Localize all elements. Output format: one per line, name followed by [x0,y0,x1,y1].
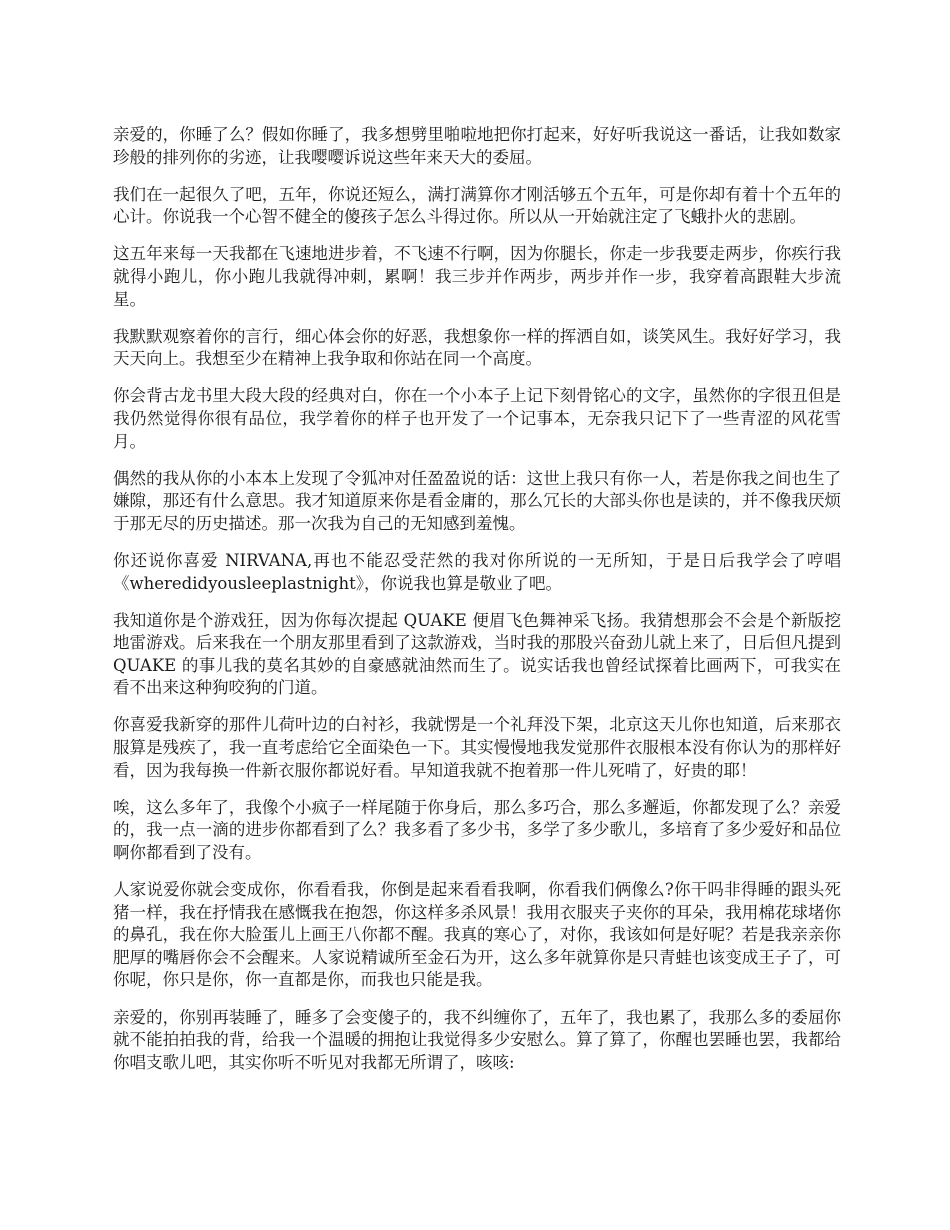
paragraph-1: 亲爱的，你睡了么？假如你睡了，我多想劈里啪啦地把你打起来，好好听我说这一番话，让我如数家珍般的排列你的劣迹，让我嘤嘤诉说这些年来天大的委屈。 [113,125,841,167]
paragraph-4: 我默默观察着你的言行，细心体会你的好恶，我想象你一样的挥洒自如，谈笑风生。我好好学习，我天天向上。我想至少在精神上我争取和你站在同一个高度。 [113,326,841,369]
paragraph-7: 你还说你喜爱 NIRVANA,再也不能忍受茫然的我对你所说的一无所知，于是日后我学会了哼唱《wheredidyousleeplastnight》，你说我也算是敬业了吧。 [113,550,841,593]
paragraph-5: 你会背古龙书里大段大段的经典对白，你在一个小本子上记下刻骨铭心的文字，虽然你的字很丑但是我仍然觉得你很有品位，我学着你的样子也开发了一个记事本，无奈我只记下了一些青涩的风花雪月。 [113,386,841,451]
paragraph-3: 这五年来每一天我都在飞速地进步着，不飞速不行啊，因为你腿长，你走一步我要走两步，你疾行我就得小跑儿，你小跑儿我就得冲刺，累啊！我三步并作两步，两步并作一步，我穿着高跟鞋大步流星。 [113,244,841,309]
paragraph-10: 唉，这么多年了，我像个小疯子一样尾随于你身后，那么多巧合，那么多邂逅，你都发现了么？亲爱的，我一点一滴的进步你都看到了么？我多看了多少书，多学了多少歌儿，多培育了多少爱好和品位啊你都看到了没有。 [113,797,841,862]
paragraph-12: 亲爱的，你别再装睡了，睡多了会变傻子的，我不纠缠你了，五年了，我也累了，我那么多的委屈你就不能拍拍我的背，给我一个温暖的拥抱让我觉得多少安慰么。算了算了，你醒也罢睡也罢，我都给你唱支歌儿吧，其实你听不听见对我都无所谓了，咳咳: [113,1007,841,1072]
paragraph-9: 你喜爱我新穿的那件儿荷叶边的白衬衫，我就愣是一个礼拜没下架，北京这天儿你也知道，后来那衣服算是残疾了，我一直考虑给它全面染色一下。其实慢慢地我发觉那件衣服根本没有你认为的那样好看，因为我每换一件新衣服你都说好看。早知道我就不抱着那一件儿死啃了，好贵的耶！ [113,715,841,780]
document-page [113,124,841,1089]
paragraph-2: 我们在一起很久了吧，五年，你说还短么，满打满算你才刚活够五个五年，可是你却有着十个五年的心计。你说我一个心智不健全的傻孩子怎么斗得过你。所以从一开始就注定了飞蛾扑火的悲剧。 [113,184,841,227]
paragraph-8: 我知道你是个游戏狂，因为你每次提起 QUAKE 便眉飞色舞神采飞扬。我猜想那会不会是个新版挖地雷游戏。后来我在一个朋友那里看到了这款游戏，当时我的那股兴奋劲儿就上来了，日后但凡提到 QUAKE 的事儿我的莫名其妙的自豪感就油然而生了。说实话我也曾经试探着比画两下，可我实在看不出来这种狗咬狗的门道。 [113,610,841,698]
paragraph-6: 偶然的我从你的小本本上发现了令狐冲对任盈盈说的话：这世上我只有你一人，若是你我之间也生了嫌隙，那还有什么意思。我才知道原来你是看金庸的，那么冗长的大部头你也是读的，并不像我厌烦于那无尽的历史描述。那一次我为自己的无知感到羞愧。 [113,468,841,533]
paragraph-11: 人家说爱你就会变成你，你看看我，你倒是起来看看我啊，你看我们俩像么?你干吗非得睡的跟头死猪一样，我在抒情我在感慨我在抱怨，你这样多杀风景！我用衣服夹子夹你的耳朵，我用棉花球堵你的鼻孔，我在你大脸蛋儿上画王八你都不醒。我真的寒心了，对你，我该如何是好呢？若是我亲亲你肥厚的嘴唇你会不会醒来。人家说精诚所至金石为开，这么多年就算你是只青蛙也该变成王子了，可你呢，你只是你，你一直都是你，而我也只能是我。 [113,880,841,990]
